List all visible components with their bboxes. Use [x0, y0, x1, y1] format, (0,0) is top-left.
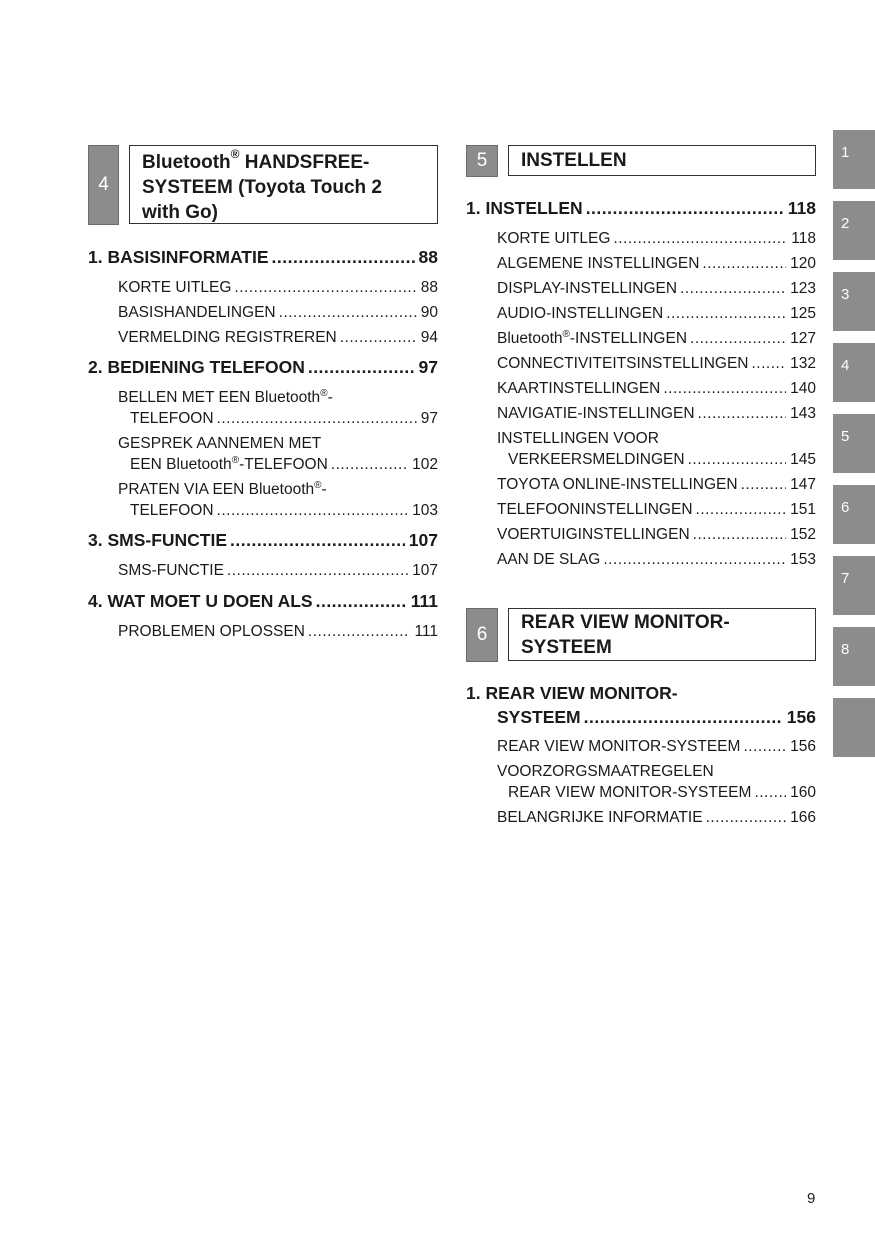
section-6-number-text: 6 — [476, 624, 488, 645]
toc-item[interactable]: TELEFOON ..... 97 — [130, 410, 438, 428]
toc-chapter-1[interactable]: 1. INSTELLEN ..... 118 — [466, 198, 816, 219]
chapter-tab-6[interactable]: 6 — [833, 485, 875, 544]
toc-chapter-1-line1: 1. REAR VIEW MONITOR- — [466, 683, 678, 703]
chapter-tab-4[interactable]: 4 — [833, 343, 875, 402]
toc-item[interactable]: VERMELDING REGISTREREN ..... 94 — [118, 329, 438, 347]
toc-item[interactable]: TELEFOONINSTELLINGEN ..... 151 — [497, 501, 816, 519]
section-6-title — [508, 608, 816, 661]
toc-item[interactable]: TOYOTA ONLINE-INSTELLINGEN ..... 147 — [497, 476, 816, 494]
chapter-tab-3[interactable]: 3 — [833, 272, 875, 331]
section-5-number — [466, 145, 498, 177]
toc-item[interactable]: KAARTINSTELLINGEN ..... 140 — [497, 380, 816, 398]
toc-item-line1: BELLEN MET EEN Bluetooth®- — [118, 388, 333, 406]
toc-chapter-1[interactable]: 1. BASISINFORMATIE ..... 88 — [88, 247, 438, 268]
toc-item[interactable]: REAR VIEW MONITOR-SYSTEEM ..... 160 — [508, 784, 816, 802]
section-4-title-line2: SYSTEEM (Toyota Touch 2 — [142, 176, 382, 198]
toc-item[interactable]: SMS-FUNCTIE ..... 107 — [118, 562, 438, 580]
toc-item[interactable]: PROBLEMEN OPLOSSEN ..... 111 — [118, 623, 438, 641]
toc-item[interactable]: CONNECTIVITEITSINSTELLINGEN ..... 132 — [497, 355, 816, 373]
toc-chapter-1[interactable]: SYSTEEM ..... 156 — [497, 707, 816, 728]
toc-item[interactable]: KORTE UITLEG ..... 118 — [497, 230, 816, 248]
toc-item-line1: PRATEN VIA EEN Bluetooth®- — [118, 480, 327, 498]
section-5-number-text: 5 — [476, 150, 488, 171]
section-4-title-line1: Bluetooth® HANDSFREE- — [142, 147, 370, 173]
toc-item[interactable]: EEN Bluetooth®-TELEFOON ..... 102 — [130, 456, 438, 474]
section-6-number — [466, 608, 498, 662]
toc-item[interactable]: REAR VIEW MONITOR-SYSTEEM ..... 156 — [497, 738, 816, 756]
chapter-tab-5[interactable]: 5 — [833, 414, 875, 473]
toc-item[interactable]: TELEFOON ..... 103 — [130, 502, 438, 520]
toc-item[interactable]: ALGEMENE INSTELLINGEN ..... 120 — [497, 255, 816, 273]
toc-item[interactable]: NAVIGATIE-INSTELLINGEN ..... 143 — [497, 405, 816, 423]
toc-item[interactable]: BELANGRIJKE INFORMATIE ..... 166 — [497, 809, 816, 827]
toc-item[interactable]: Bluetooth®-INSTELLINGEN ..... 127 — [497, 330, 816, 348]
toc-chapter-2[interactable]: 2. BEDIENING TELEFOON ..... 97 — [88, 357, 438, 378]
toc-item[interactable]: VERKEERSMELDINGEN ..... 145 — [508, 451, 816, 469]
section-6-title-line1: REAR VIEW MONITOR- — [521, 611, 730, 633]
toc-item-line1: VOORZORGSMAATREGELEN — [497, 763, 714, 780]
toc-item[interactable]: KORTE UITLEG ..... 88 — [118, 279, 438, 297]
toc-item[interactable]: AUDIO-INSTELLINGEN ..... 125 — [497, 305, 816, 323]
page-number: 9 — [807, 1190, 816, 1207]
chapter-tab-1[interactable]: 1 — [833, 130, 875, 189]
section-5-title-text: INSTELLEN — [521, 150, 627, 171]
toc-chapter-3[interactable]: 3. SMS-FUNCTIE ..... 107 — [88, 530, 438, 551]
chapter-tab-8[interactable]: 8 — [833, 627, 875, 686]
section-5-title — [508, 145, 816, 176]
toc-item-line1: INSTELLINGEN VOOR — [497, 430, 659, 447]
toc-item[interactable]: AAN DE SLAG ..... 153 — [497, 551, 816, 569]
chapter-tab-2[interactable]: 2 — [833, 201, 875, 260]
toc-chapter-4[interactable]: 4. WAT MOET U DOEN ALS ..... 111 — [88, 591, 438, 612]
section-4-title-line3: with Go) — [142, 201, 218, 223]
chapter-tab-9[interactable] — [833, 698, 875, 757]
section-4-number-text: 4 — [98, 174, 109, 195]
toc-item-line1: GESPREK AANNEMEN MET — [118, 435, 322, 452]
section-6-title-line2: SYSTEEM — [521, 636, 612, 658]
toc-item[interactable]: BASISHANDELINGEN ..... 90 — [118, 304, 438, 322]
toc-item[interactable]: DISPLAY-INSTELLINGEN ..... 123 — [497, 280, 816, 298]
chapter-tab-7[interactable]: 7 — [833, 556, 875, 615]
section-4-title — [129, 145, 438, 224]
section-4-number — [88, 145, 119, 225]
toc-item[interactable]: VOERTUIGINSTELLINGEN ..... 152 — [497, 526, 816, 544]
